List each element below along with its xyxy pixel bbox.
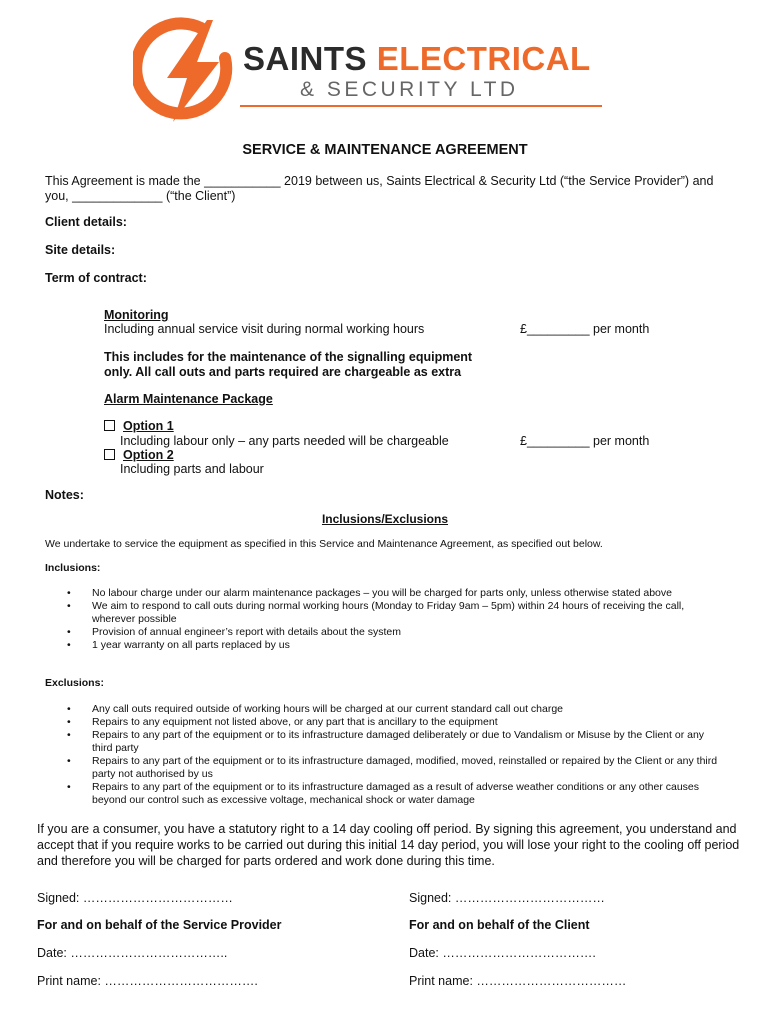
- site-details-label: Site details:: [45, 243, 116, 257]
- option-2[interactable]: [104, 448, 174, 463]
- list-item: • We aim to respond to call outs during normal working hours (Monday to Friday 9am – 5pm) within 24 hours of receiving the call, wherever possible: [45, 600, 715, 626]
- option-2-description: Including parts and labour: [120, 462, 264, 476]
- client-date-field[interactable]: Date: ……………………………….: [409, 946, 596, 960]
- list-item: • Repairs to any part of the equipment or to its infrastructure damaged, modified, moved, reinstalled or repaired by the Client or any third party not authorised by us: [45, 755, 720, 781]
- option-2-checkbox[interactable]: [104, 449, 115, 460]
- document-title: SERVICE & MAINTENANCE AGREEMENT: [242, 142, 528, 158]
- client-on-behalf-label: For and on behalf of the Client: [409, 918, 590, 932]
- notes-label: Notes:: [45, 488, 84, 502]
- exclusions-label: Exclusions:: [45, 677, 104, 689]
- provider-date-field[interactable]: Date: ………………………………..: [37, 946, 228, 960]
- monitoring-heading: Monitoring: [104, 308, 169, 322]
- inclusions-label: Inclusions:: [45, 562, 101, 574]
- agreement-intro: This Agreement is made the ___________ 2019 between us, Saints Electrical & Security Ltd (“the Service Provider”) and you, _____________ (“the Client”): [45, 174, 714, 203]
- list-item: • Repairs to any part of the equipment or to its infrastructure damaged deliberately or due to Vandalism or Misuse by the Client or any third party: [45, 729, 720, 755]
- client-signed-field[interactable]: Signed: ………………………………: [409, 891, 605, 905]
- list-item: • Provision of annual engineer’s report with details about the system: [45, 626, 715, 639]
- alarm-package-heading: Alarm Maintenance Package: [104, 392, 273, 406]
- option-1[interactable]: [104, 419, 174, 434]
- list-item: • Repairs to any equipment not listed above, or any part that is ancillary to the equipment: [45, 716, 720, 729]
- lightning-logo-icon: [133, 16, 238, 126]
- client-details-label: Client details:: [45, 215, 127, 229]
- provider-signed-field[interactable]: Signed: ………………………………: [37, 891, 233, 905]
- option-1-checkbox[interactable]: [104, 420, 115, 431]
- provider-print-name-field[interactable]: Print name: ……………………………….: [37, 974, 258, 988]
- brand-underline: [240, 105, 602, 107]
- option-1-label: Option 1: [123, 419, 174, 433]
- monitoring-note: This includes for the maintenance of the signalling equipment only. All call outs and parts required are chargeable as extra: [104, 350, 473, 379]
- option-1-description: Including labour only – any parts needed will be chargeable: [120, 434, 449, 448]
- provider-on-behalf-label: For and on behalf of the Service Provider: [37, 918, 282, 932]
- option-1-price: £_________ per month: [520, 434, 650, 448]
- list-item: • 1 year warranty on all parts replaced by us: [45, 639, 715, 652]
- client-print-name-field[interactable]: Print name: ………………………………: [409, 974, 627, 988]
- list-item: • Repairs to any part of the equipment or to its infrastructure damaged as a result of adverse weather conditions or any other causes beyond our control such as excessive voltage, mechanical shock or water damage: [45, 781, 720, 807]
- inclusions-exclusions-heading: Inclusions/Exclusions: [321, 512, 449, 526]
- inclusions-list: [45, 587, 715, 652]
- cooling-off-notice: If you are a consumer, you have a statutory right to a 14 day cooling off period. By signing this agreement, you understand and accept that if you require works to be carried out during this initial 14 day period, you will lose your right to the cooling off period and therefore you will be charged for parts ordered and work done during this time.: [37, 822, 740, 868]
- monitoring-price: £_________ per month: [520, 322, 650, 336]
- inclusions-intro: We undertake to service the equipment as specified in this Service and Maintenance Agreement, as specified out below.: [45, 538, 603, 550]
- list-item: • No labour charge under our alarm maintenance packages – you will be charged for parts only, unless otherwise stated above: [45, 587, 715, 600]
- list-item: • Any call outs required outside of working hours will be charged at our current standard call out charge: [45, 703, 720, 716]
- term-of-contract-label: Term of contract:: [45, 271, 147, 285]
- brand-name: SAINTS ELECTRICAL: [243, 40, 591, 77]
- option-2-label: Option 2: [123, 448, 174, 462]
- monitoring-description: Including annual service visit during normal working hours: [104, 322, 425, 336]
- brand-subtitle: & SECURITY LTD: [300, 78, 519, 101]
- exclusions-list: [45, 703, 720, 807]
